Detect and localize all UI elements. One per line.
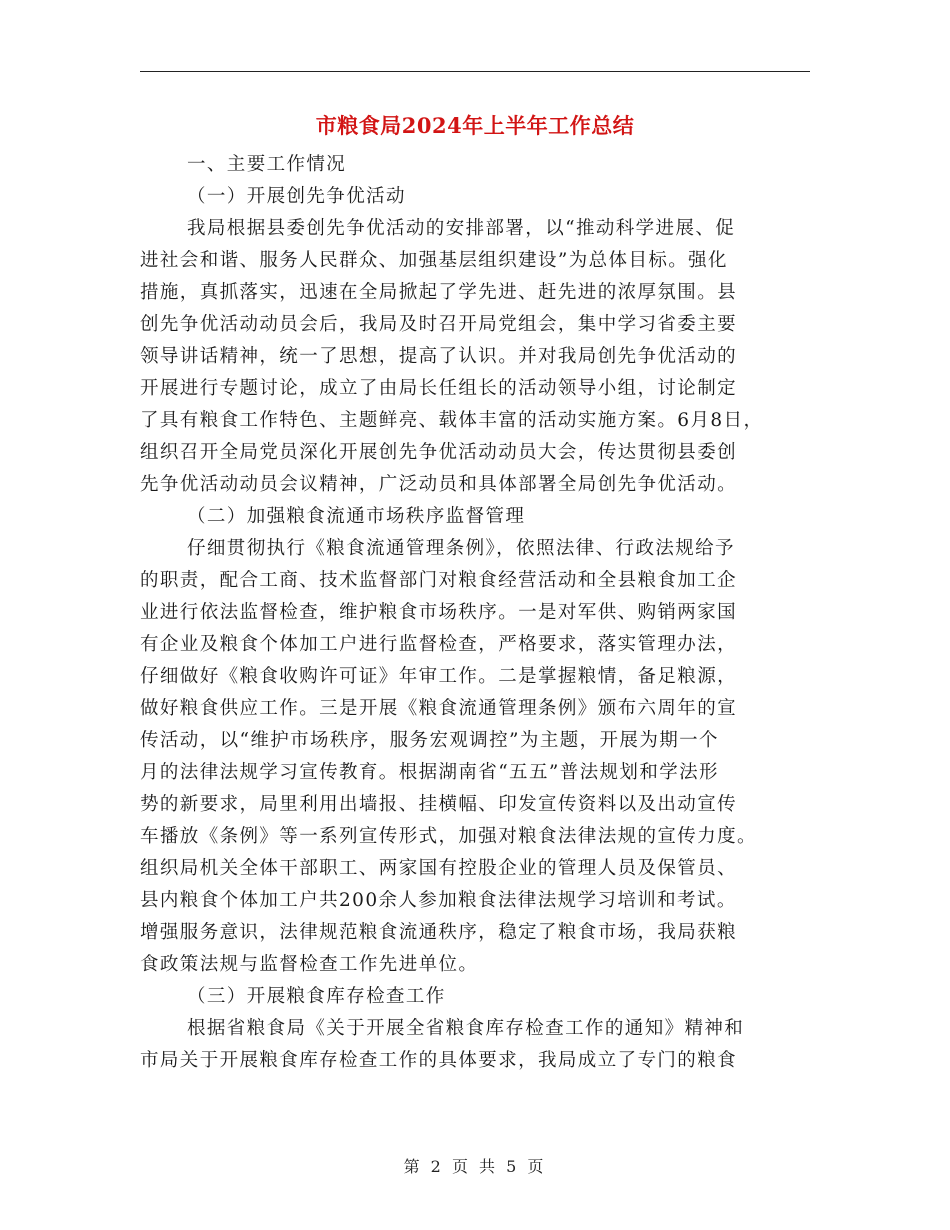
body-text-line: 食政策法规与监督检查工作先进单位。: [140, 954, 479, 975]
page-footer: 第 2 页 共 5 页: [403, 1157, 547, 1176]
body-text-line: 一、主要工作情况: [187, 154, 347, 175]
document-title: 市粮食局2024年上半年工作总结: [315, 113, 635, 138]
body-text-line: 了具有粮食工作特色、主题鲜亮、载体丰富的活动实施方案。6月8日，: [140, 410, 764, 431]
body-text-line: 措施，真抓落实，迅速在全局掀起了学先进、赶先进的浓厚氛围。县: [140, 282, 738, 303]
body-text-line: （三）开展粮食库存检查工作: [187, 986, 446, 1007]
body-text-line: 组织局机关全体干部职工、两家国有控股企业的管理人员及保管员、: [140, 858, 738, 879]
body-text-line: 开展进行专题讨论，成立了由局长任组长的活动领导小组，讨论制定: [140, 378, 738, 399]
body-text-line: 县内粮食个体加工户共200余人参加粮食法律法规学习培训和考试。: [140, 890, 737, 911]
body-text-line: 根据省粮食局《关于开展全省粮食库存检查工作的通知》精神和: [187, 1018, 745, 1039]
body-text-line: 车播放《条例》等一系列宣传形式，加强对粮食法律法规的宣传力度。: [140, 826, 757, 847]
body-text-line: 增强服务意识，法律规范粮食流通秩序，稳定了粮食市场，我局获粮: [140, 922, 738, 943]
body-text-line: 组织召开全局党员深化开展创先争优活动动员大会，传达贯彻县委创: [140, 442, 738, 463]
document-body: [140, 149, 820, 1077]
body-text-line: （二）加强粮食流通市场秩序监督管理: [187, 506, 526, 527]
body-text-line: 的职责，配合工商、技术监督部门对粮食经营活动和全县粮食加工企: [140, 570, 738, 591]
body-text-line: 仔细做好《粮食收购许可证》年审工作。二是掌握粮情，备足粮源，: [140, 666, 738, 687]
body-text-line: 仔细贯彻执行《粮食流通管理条例》，依照法律、行政法规给予: [187, 538, 735, 559]
body-text-line: 市局关于开展粮食库存检查工作的具体要求，我局成立了专门的粮食: [140, 1050, 738, 1071]
body-text-line: （一）开展创先争优活动: [187, 186, 406, 207]
body-text-line: 月的法律法规学习宣传教育。根据湖南省“五五”普法规划和学法形: [140, 762, 719, 783]
body-text-line: 做好粮食供应工作。三是开展《粮食流通管理条例》颁布六周年的宣: [140, 698, 738, 719]
body-text-line: 势的新要求，局里利用出墙报、挂横幅、印发宣传资料以及出动宣传: [140, 794, 738, 815]
body-text-line: 传活动，以“维护市场秩序，服务宏观调控”为主题，开展为期一个: [140, 730, 719, 751]
body-text-line: 业进行依法监督检查，维护粮食市场秩序。一是对军供、购销两家国: [140, 602, 738, 623]
body-text-line: 先争优活动动员会议精神，广泛动员和具体部署全局创先争优活动。: [140, 474, 738, 495]
body-text-line: 我局根据县委创先争优活动的安排部署，以“推动科学进展、促: [187, 218, 736, 239]
body-text-line: 进社会和谐、服务人民群众、加强基层组织建设”为总体目标。强化: [140, 250, 728, 271]
body-text-line: 领导讲话精神，统一了思想，提高了认识。并对我局创先争优活动的: [140, 346, 738, 367]
body-text-line: 创先争优活动动员会后，我局及时召开局党组会，集中学习省委主要: [140, 314, 738, 335]
body-text-line: 有企业及粮食个体加工户进行监督检查，严格要求，落实管理办法，: [140, 634, 738, 655]
header-rule: [140, 71, 810, 72]
